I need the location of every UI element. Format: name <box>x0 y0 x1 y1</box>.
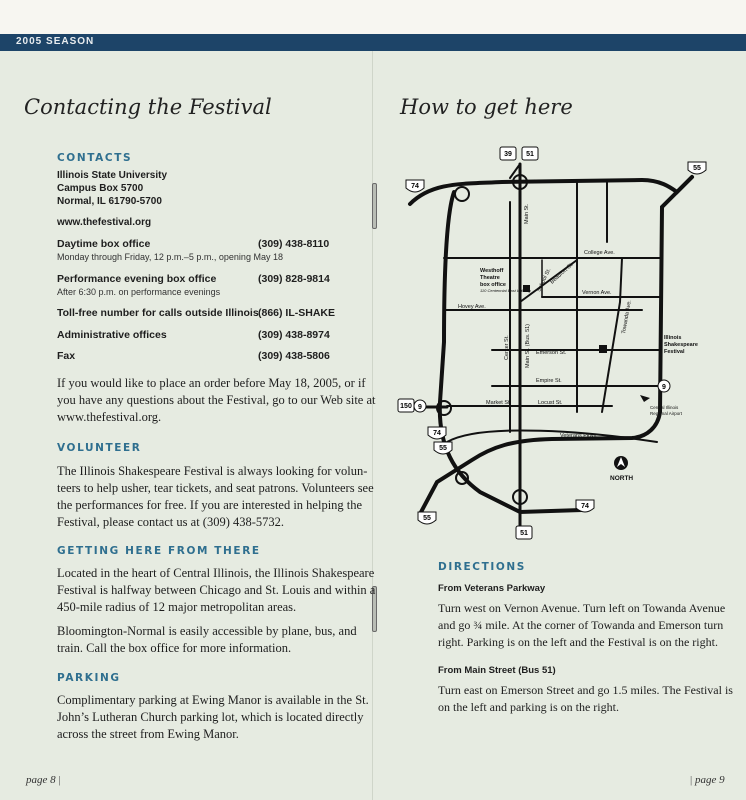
main-line-2: on the left and parking is on the right. <box>438 700 619 714</box>
volunteer-heading: VOLUNTEER <box>57 442 142 454</box>
volunteer-line-2: teers to help usher, tear tickets, and seat patrons. Volunteers see <box>57 481 374 495</box>
svg-text:39: 39 <box>504 151 512 158</box>
daytime-box-office-phone[interactable]: (309) 438-8110 <box>258 238 330 250</box>
label-vernon-ave: Vernon Ave. <box>582 290 612 296</box>
daytime-box-office-hours: Monday through Friday, 12 p.m.–5 p.m., opening May 18 <box>57 252 283 262</box>
svg-text:Illinois: Illinois <box>664 335 682 341</box>
label-college-ave: College Ave. <box>584 250 615 256</box>
label-main-bus51: Main St. (Bus. 51) <box>525 323 531 368</box>
shield-i74-se <box>576 500 594 512</box>
svg-text:Festival: Festival <box>664 349 685 355</box>
page-fold <box>372 51 373 800</box>
getting-here-line-4: Bloomington-Normal is easily accessible by plane, bus, and <box>57 624 357 638</box>
contacts-paragraph-line-2: you have any questions about the Festival, go to our Web site at <box>57 393 376 407</box>
svg-text:74: 74 <box>411 183 419 190</box>
contacts-heading: CONTACTS <box>57 152 133 164</box>
label-veterans-pkwy: Veterans Pkwy. <box>560 433 598 439</box>
shield-i74-nw <box>406 180 424 192</box>
label-empire-st: Empire St. <box>536 378 562 384</box>
label-north: NORTH <box>610 475 634 482</box>
label-market-st: Market St. <box>486 400 512 406</box>
svg-text:Theatre: Theatre <box>480 275 500 281</box>
shield-route9-east <box>658 380 670 392</box>
evening-box-office-label: Performance evening box office <box>57 273 217 285</box>
svg-text:74: 74 <box>433 430 441 437</box>
festival-marker <box>599 345 607 353</box>
svg-text:55: 55 <box>439 445 447 452</box>
shield-i55-mid <box>434 442 452 454</box>
evening-box-office-hours: After 6:30 p.m. on performance evenings <box>57 287 221 297</box>
staple-top <box>372 183 377 229</box>
label-school-st: School St. <box>536 267 553 293</box>
page-top-margin <box>0 0 746 34</box>
label-center-st: Center St. <box>504 335 510 360</box>
directions-heading: DIRECTIONS <box>438 561 526 573</box>
svg-text:box office: box office <box>480 282 506 288</box>
right-page-number: | page 9 <box>690 774 725 786</box>
getting-here-line-5: train. Call the box office for more information. <box>57 641 292 655</box>
admin-offices-phone[interactable]: (309) 438-8974 <box>258 329 330 341</box>
address-line-2: Campus Box 5700 <box>57 183 144 194</box>
shield-us51-north <box>522 147 538 160</box>
fax-label: Fax <box>57 350 76 362</box>
svg-text:Central Illinois: Central Illinois <box>650 405 679 410</box>
towanda-ave-road <box>602 258 622 412</box>
contacts-paragraph-line-3: www.thefestival.org. <box>57 410 162 424</box>
toll-free-label: Toll-free number for calls outside Illinois <box>57 307 259 319</box>
right-page-title: How to get here <box>400 95 573 119</box>
right-page-number-text: page 9 <box>694 774 725 786</box>
volunteer-line-1: The Illinois Shakespeare Festival is always looking for volun- <box>57 464 368 478</box>
parking-line-1: Complimentary parking at Ewing Manor is available in the St. <box>57 693 369 707</box>
veterans-line-3: right. Parking is on the left and the Festival is on the right. <box>438 635 718 649</box>
main-line-1: Turn east on Emerson Street and go 1.5 miles. The Festival is <box>438 683 733 697</box>
svg-text:Regional Airport: Regional Airport <box>650 411 683 416</box>
svg-text:74: 74 <box>581 503 589 510</box>
label-westhoff-note: 110 Centennial East building <box>480 288 531 293</box>
label-westhoff <box>480 268 506 288</box>
label-beaufort-st: Beaufort St. <box>549 261 575 286</box>
parking-line-3: across the street from Ewing Manor. <box>57 727 239 741</box>
shield-i55-south <box>418 512 436 524</box>
shield-i74-mid <box>428 427 446 439</box>
label-festival <box>664 335 698 355</box>
label-airport <box>650 405 683 416</box>
volunteer-line-4: Festival, please contact us at (309) 438-5732. <box>57 515 285 529</box>
shield-us150 <box>398 399 414 412</box>
getting-here-line-2: Festival is halfway between Chicago and St. Louis and within a <box>57 583 376 597</box>
label-emerson-st: Emerson St. <box>536 350 567 356</box>
directions-map <box>392 142 722 542</box>
svg-text:Westhoff: Westhoff <box>480 268 504 274</box>
getting-here-line-3: 450-mile radius of 12 major metropolitan areas. <box>57 600 297 614</box>
left-page-number: page 8 | <box>26 774 61 786</box>
svg-text:Shakespeare: Shakespeare <box>664 342 698 348</box>
svg-text:51: 51 <box>526 151 534 158</box>
getting-here-line-1: Located in the heart of Central Illinois, the Illinois Shakespeare <box>57 566 375 580</box>
shield-us51-south <box>516 526 532 539</box>
evening-box-office-phone[interactable]: (309) 828-9814 <box>258 273 330 285</box>
svg-text:51: 51 <box>520 530 528 537</box>
svg-text:9: 9 <box>662 384 666 391</box>
left-page-title: Contacting the Festival <box>24 95 272 119</box>
season-band <box>0 34 746 51</box>
shield-i55-ne <box>688 162 706 174</box>
fax-number: (309) 438-5806 <box>258 350 330 362</box>
label-main-st: Main St. <box>524 203 530 224</box>
contacts-paragraph-line-1: If you would like to place an order before May 18, 2005, or if <box>57 376 366 390</box>
shield-route9-west <box>414 400 426 412</box>
left-page-number-text: page 8 <box>26 774 56 786</box>
svg-text:55: 55 <box>423 515 431 522</box>
parking-line-2: John’s Lutheran Church parking lot, which is located directly <box>57 710 364 724</box>
address-line-1: Illinois State University <box>57 170 168 181</box>
from-main-heading: From Main Street (Bus 51) <box>438 665 556 676</box>
daytime-box-office-label: Daytime box office <box>57 238 151 250</box>
svg-text:9: 9 <box>418 404 422 411</box>
interstate-east-side <box>420 177 692 514</box>
shield-us39 <box>500 147 516 160</box>
svg-text:55: 55 <box>693 165 701 172</box>
volunteer-line-3: the performances for free. If you are interested in helping the <box>57 498 363 512</box>
from-veterans-heading: From Veterans Parkway <box>438 583 546 594</box>
website-link[interactable]: www.thefestival.org <box>57 217 152 228</box>
airport-icon <box>640 395 650 402</box>
season-label: 2005 SEASON <box>16 36 95 47</box>
address-line-3: Normal, IL 61790-5700 <box>57 196 162 207</box>
label-locust-st: Locust St. <box>538 400 563 406</box>
veterans-line-2: and go ¾ mile. At the corner of Towanda and Emerson turn <box>438 618 724 632</box>
svg-text:150: 150 <box>400 403 412 410</box>
veterans-line-1: Turn west on Vernon Avenue. Turn left on Towanda Avenue <box>438 601 726 615</box>
label-hovey-ave: Hovey Ave. <box>458 304 486 310</box>
admin-offices-label: Administrative offices <box>57 329 167 341</box>
getting-here-heading: GETTING HERE FROM THERE <box>57 545 261 557</box>
parking-heading: PARKING <box>57 672 121 684</box>
label-towanda-ave: Towanda Ave. <box>621 299 633 335</box>
toll-free-phone[interactable]: (866) IL-SHAKE <box>258 307 336 319</box>
